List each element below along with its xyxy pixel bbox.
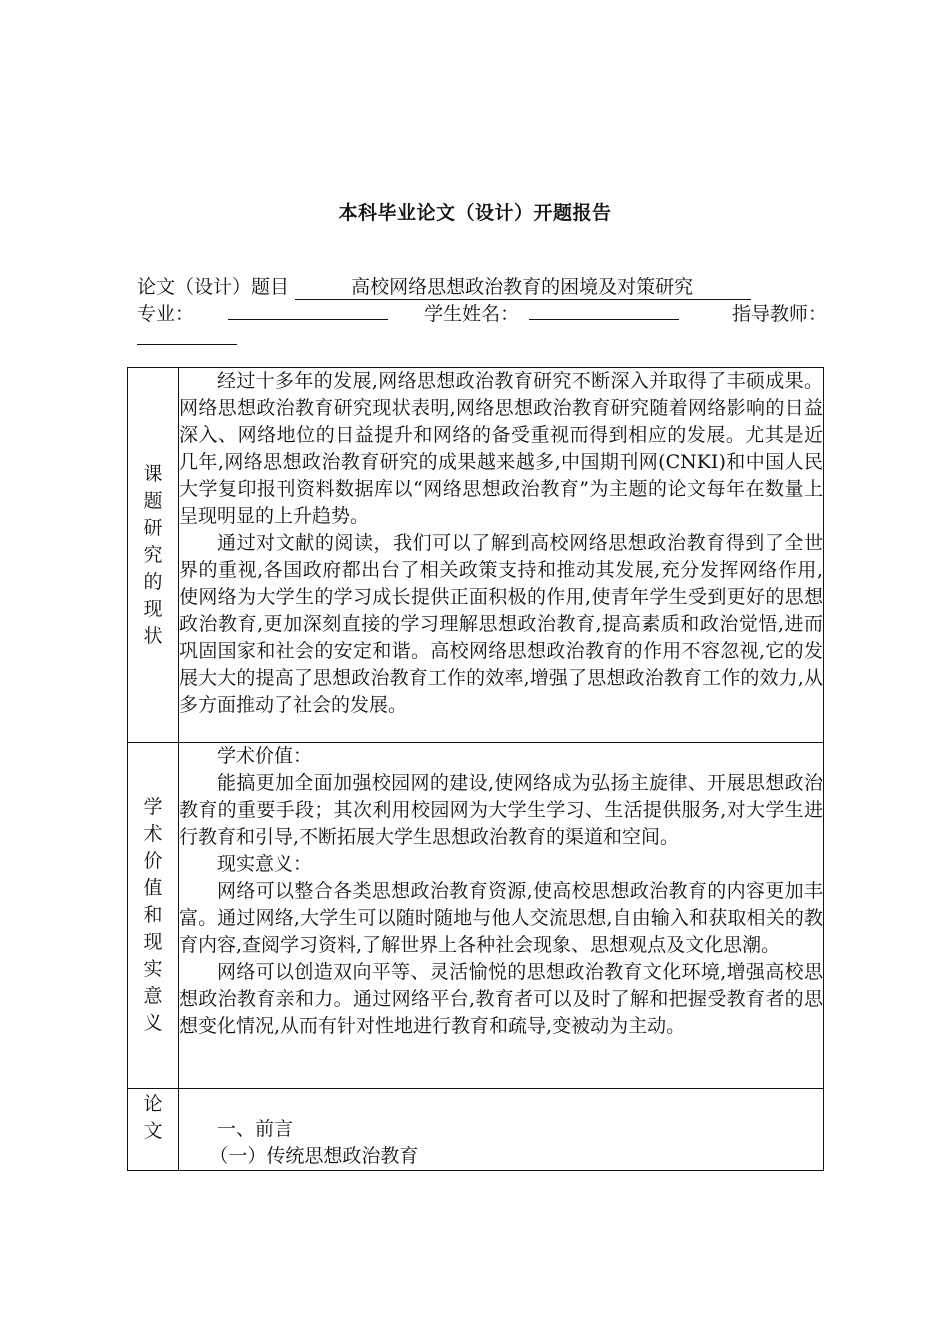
topic-row [137,272,751,300]
row-label-research-status: 课 题 研 究 的 现 状 [128,368,179,743]
student-info-row [137,299,827,326]
section-heading: 一、前言 [217,1118,294,1140]
proposal-table [127,367,824,1171]
topic-value: 高校网络思想政治教育的困境及对策研究 [295,272,751,300]
paragraph: 经过十多年的发展,网络思想政治教育研究不断深入并取得了丰硕成果。网络思想政治教育研究现状表明,网络思想政治教育研究随着网络影响的日益深入、网络地位的日益提升和网络的备受重视而得到相应的发展。尤其是近几年,网络思想政治教育研究的成果越来越多,中国期刊网(CNKI)和中国人民大学复印报刊资料数据库以“网络思想政治教育”为主题的论文每年在数量上呈现明显的上升趋势。 [179,370,823,527]
paragraph: 网络可以整合各类思想政治教育资源,使高校思想政治教育的内容更加丰富。通过网络,大学生可以随时随地与他人交流思想,自由输入和获取相关的教育内容,查阅学习资料,了解世界上各种社会现象、思想观点及文化思潮。 [179,880,823,956]
section-heading: 学术价值： [217,745,313,767]
subsection-heading: （一）传统思想政治教育 [209,1145,419,1167]
student-name-label: 学生姓名： [424,303,520,325]
table-row-research-status [128,368,824,743]
student-name-blank [529,301,679,320]
table-row-thesis-outline [128,1089,824,1171]
paragraph: 网络可以创造双向平等、灵活愉悦的思想政治教育文化环境,增强高校思想政治教育亲和力。通过网络平台,教育者可以及时了解和把握受教育者的思想变化情况,从而有针对性地进行教育和疏导,变被动为主动。 [179,961,823,1037]
thesis-outline-content [179,1089,824,1171]
report-title: 本科毕业论文（设计）开题报告 [338,202,612,224]
major-label: 专业： [137,303,195,325]
major-blank [228,301,388,320]
paragraph: 通过对文献的阅读，我们可以了解到高校网络思想政治教育得到了全世界的重视,各国政府都出台了相关政策支持和推动其发展,充分发挥网络作用,使网络为大学生的学习成长提供正面积极的作用,使青年学生受到更好的思想政治教育,更加深刻直接的学习理解思想政治教育,提高素质和政治觉悟,进而巩固国家和社会的安定和谐。高校网络思想政治教育的作用不容忽视,它的发展大大的提高了思想政治教育工作的效率,增强了思想政治教育工作的效力,从多方面推动了社会的发展。 [179,532,823,716]
row-label-academic-value: 学 术 价 值 和 现 实 意 义 [128,743,179,1089]
research-status-content [179,368,824,743]
row-label-thesis-outline: 论 文 [128,1089,179,1171]
advisor-blank [137,326,237,345]
topic-label: 论文（设计）题目 [137,276,290,298]
section-heading: 现实意义： [217,853,313,875]
paragraph: 能搞更加全面加强校园网的建设,使网络成为弘扬主旋律、开展思想政治教育的重要手段；其次利用校园网为大学生学习、生活提供服务,对大学生进行教育和引导,不断拓展大学生思想政治教育的渠道和空间。 [179,772,823,848]
advisor-blank-row [137,326,237,350]
academic-value-content [179,743,824,1089]
table-row-academic-value [128,743,824,1089]
advisor-label: 指导教师： [731,303,827,325]
